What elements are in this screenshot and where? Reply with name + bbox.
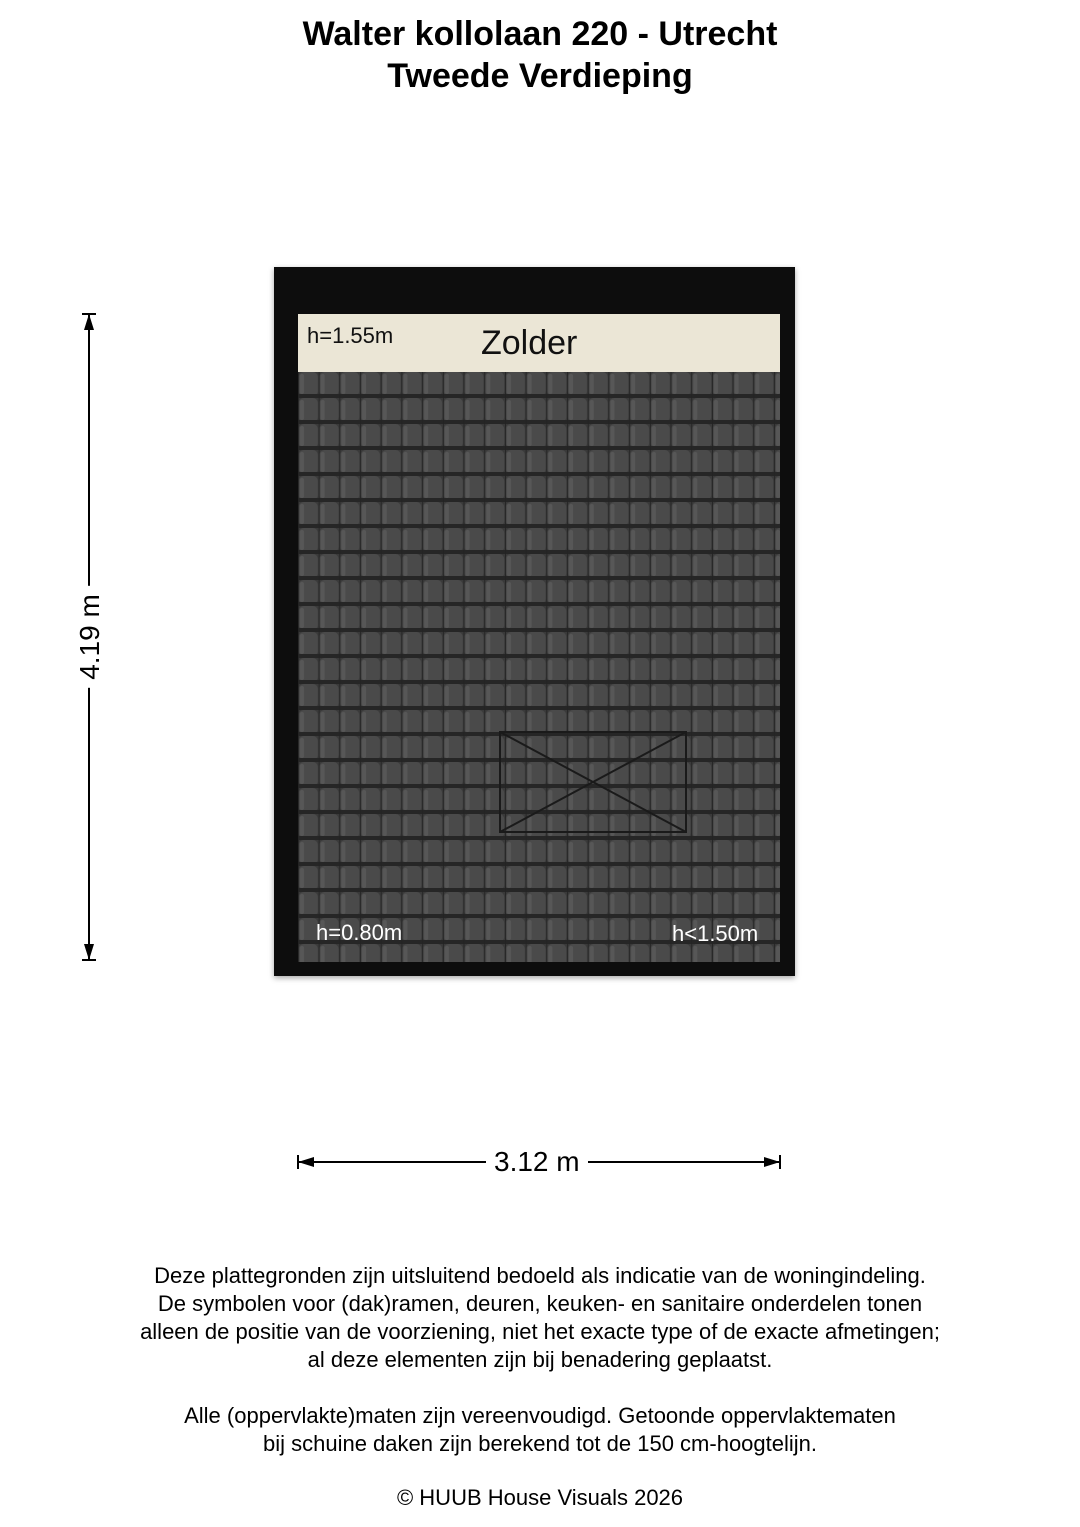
disclaimer-line: Deze plattegronden zijn uitsluitend bedoeld als indicatie van de woningindeling. (154, 1263, 926, 1288)
roof-tiles-area (298, 372, 780, 962)
ceiling-height-bottom-left-label: h=0.80m (316, 920, 403, 945)
disclaimer-line: alleen de positie van de voorziening, niet het exacte type of de exacte afmetingen; (140, 1319, 940, 1344)
disclaimer-line: bij schuine daken zijn berekend tot de 150 cm-hoogtelijn. (262, 1431, 818, 1456)
floor-name: Tweede Verdieping (387, 57, 693, 95)
ceiling-height-top-label: h=1.55m (307, 323, 394, 348)
width-dimension-label: 3.12 m (486, 1146, 588, 1178)
disclaimer-line: De symbolen voor (dak)ramen, deuren, keuken- en sanitaire onderdelen tonen (157, 1291, 923, 1316)
disclaimer-line: al deze elementen zijn bij benadering geplaatst. (307, 1347, 773, 1372)
ceiling-height-bottom-right-label: h<1.50m (672, 921, 759, 946)
room-name-label: Zolder (481, 324, 578, 362)
disclaimer-line: Alle (oppervlakte)maten zijn vereenvoudigd. Getoonde oppervlaktematen (184, 1403, 896, 1428)
disclaimer-paragraph-2 (0, 1402, 1080, 1458)
copyright-notice: © HUUB House Visuals 2026 (396, 1485, 684, 1510)
height-dimension-label: 4.19 m (74, 586, 106, 688)
plan-title: Walter kollolaan 220 - Utrecht (302, 15, 778, 53)
disclaimer-paragraph-1 (0, 1262, 1080, 1374)
